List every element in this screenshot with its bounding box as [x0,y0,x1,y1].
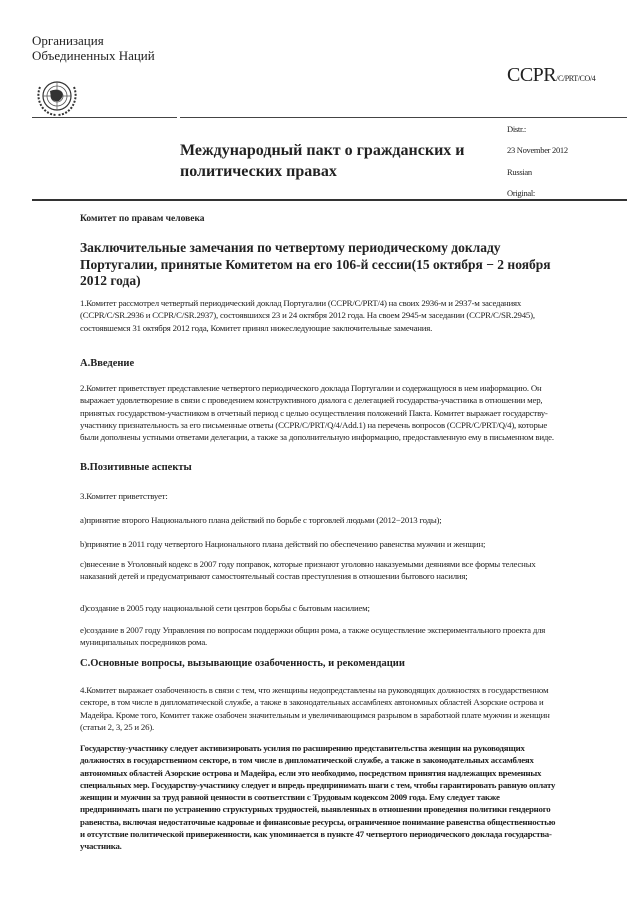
document-symbol [507,64,595,87]
treaty-title [180,140,500,182]
list-item-c: c)внесение в Уголовный кодекс в 2007 году поправок, которые признают уголовно наказуемыми деяниями все формы телесных наказаний детей и предусматривают самостоятельный состав преступления в отношении бытового насилия; [80,559,536,582]
list-item-a: a)принятие второго Национального плана действий по борьбе с торговлей людьми (2012−2013 годы); [80,515,442,525]
symbol-main: CCPR [507,64,557,86]
committee-name: Комитет по правам человека [80,214,205,224]
un-emblem-icon [32,75,82,120]
header-rule-bottom [32,199,627,201]
header-rule-middle [180,117,507,118]
treaty-title-line-1: Международный пакт о гражданских и [180,142,465,159]
document-language: Russian [507,167,532,177]
original-label: Original: [507,188,535,198]
list-item-e: e)создание в 2007 году Управления по вопросам поддержки общин рома, а также осуществление экспериментального проекта для муниципальных посредников рома. [80,625,546,648]
list-item-b: b)принятие в 2011 году четвертого Национального плана действий по обеспечению равенства мужчин и женщин; [80,539,486,549]
organization-line-2: Объединенных Наций [32,48,155,63]
paragraph-2: 2.Комитет приветствует представление четвертого периодического доклада Португалии и содержащуюся в нем информацию. Он выражает удовлетворение в связи с проведением конструктивного диалога с делегацией государства-участника в отношении мер, принятых государством-участником в отчетный период с целью осуществления положений Пакта. Комитет выражает государству-участнику признательность за его письменные ответы (CCPR/C/PRT/Q/4/Add.1) на перечень вопросов (CCPR/C/PRT/Q/4), которые были дополнены устными ответами делегации, а также за дополнительную информацию, предоставленную ему в письменном виде. [80,383,554,443]
section-b-heading: B.Позитивные аспекты [80,462,192,473]
organization-line-1: Организация [32,33,104,48]
document-title: Заключительные замечания по четвертому периодическому докладу Португалии, принятые Комитетом на его 106-й сессии(15 октября − 2 ноября 2012 года) [80,240,551,288]
header-rule-right [507,117,627,118]
list-item-d: d)создание в 2005 году национальной сети центров борьбы с бытовым насилием; [80,603,370,613]
treaty-title-line-2: политических правах [180,163,337,180]
recommendation-paragraph: Государству-участнику следует активизировать усилия по расширению представительства женщин на руководящих должностях в государственном секторе, в том числе в дипломатической службе, а также в законодательных ассамблеях автономных областей Азорские острова и Мадейра, если это необходимо, посредством принятия надлежащих временных специальных мер. Государству-участнику следует и впредь предпринимать шаги с тем, чтобы гарантировать равную оплату женщин и мужчин за труд равной ценности в соответствии с Трудовым кодексом 2009 года. Ему следует также предпринимать шаги по устранению структурных трудностей, выявленных в отношении проведения политики гендерного равенства, включая недостаточные кадровые и финансовые ресурсы, ограниченное понимание равенства общественностью и отсутствие политической приверженности, как упоминается в пункте 47 четвертого периодического доклада государства-участника. [80,743,556,852]
distribution-label: Distr.: [507,124,526,134]
document-date: 23 November 2012 [507,145,568,155]
section-a-heading: A.Введение [80,358,135,369]
paragraph-3: 3.Комитет приветствует: [80,491,168,501]
section-c-heading: C.Основные вопросы, вызывающие озабоченность, и рекомендации [80,658,405,669]
organization-name [32,33,155,63]
paragraph-1: 1.Комитет рассмотрел четвертый периодический доклад Португалии (CCPR/C/PRT/4) на своих 2936-м и 2937-м заседаниях (CCPR/C/SR.2936 и CCPR/C/SR.2937), состоявшихся 23 и 24 октября 2012 года. На своем 2945-м заседании (CCPR/C/SR.2945), состоявшемся 31 октября 2012 года, Комитет принял нижеследующие заключительные замечания. [80,298,535,333]
paragraph-4: 4.Комитет выражает озабоченность в связи с тем, что женщины недопредставлены на руководящих должностях в государственном секторе, в том числе в дипломатической службе, а также в законодательных ассамблеях автономных областей Азорские острова и Мадейра. Кроме того, Комитет также озабочен значительным и увеличивающимся разрывом в заработной плате мужчин и женщин (статьи 2, 3, 25 и 26). [80,685,550,732]
header-rule-left [32,117,177,118]
symbol-suffix: /C/PRT/CO/4 [556,74,596,83]
